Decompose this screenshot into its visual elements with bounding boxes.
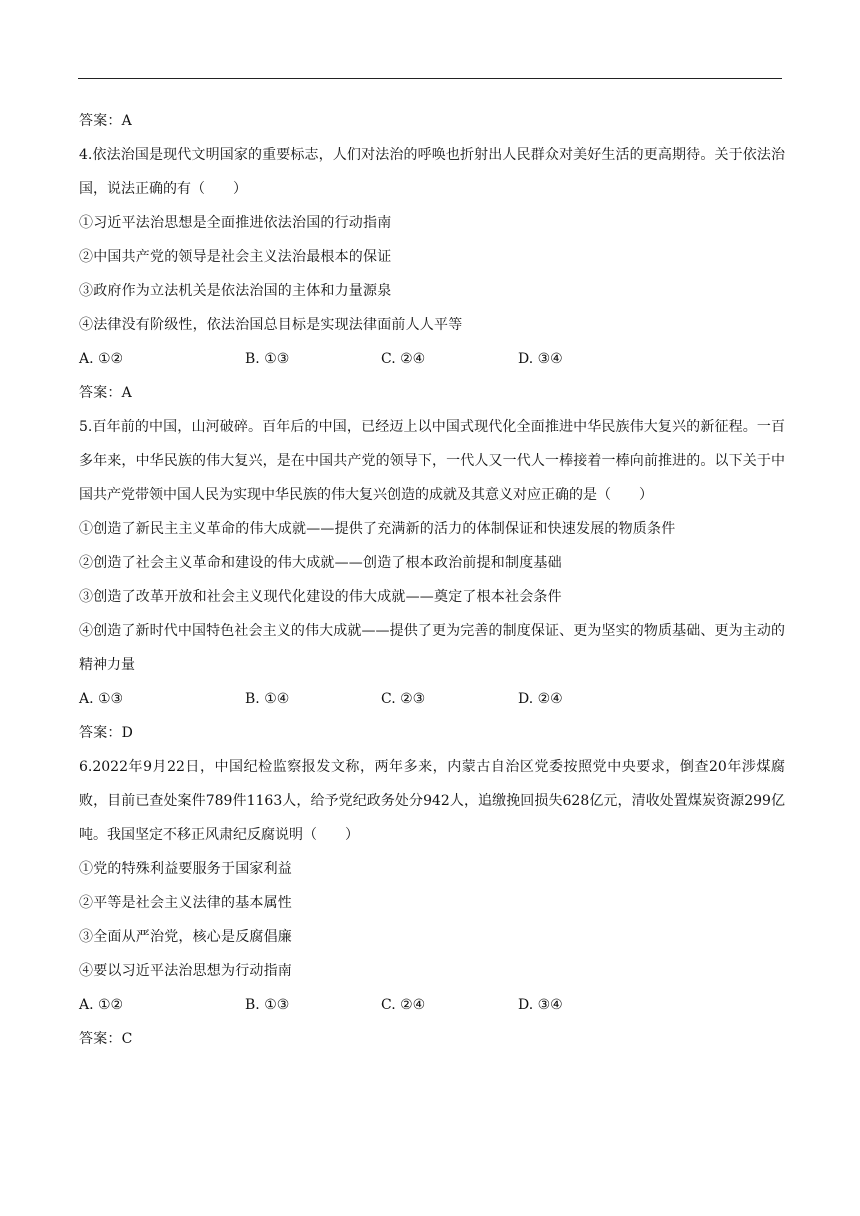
option-d: D. ②④ bbox=[518, 691, 563, 707]
header-rule bbox=[78, 78, 782, 79]
option-d: D. ③④ bbox=[518, 351, 563, 367]
option-b: B. ①③ bbox=[245, 997, 290, 1013]
question-4-item-1: ①习近平法治思想是全面推进依法治国的行动指南 bbox=[79, 215, 392, 231]
option-c: C. ②④ bbox=[381, 351, 426, 367]
option-b: B. ①④ bbox=[245, 691, 290, 707]
question-5-item-2: ②创造了社会主义革命和建设的伟大成就——创造了根本政治前提和制度基础 bbox=[79, 555, 562, 571]
answer-3: 答案：A bbox=[79, 113, 132, 129]
question-4 bbox=[79, 138, 785, 410]
question-6 bbox=[79, 750, 785, 1056]
option-c: C. ②④ bbox=[381, 997, 426, 1013]
question-4-item-4: ④法律没有阶级性，依法治国总目标是实现法律面前人人平等 bbox=[79, 317, 463, 333]
question-5 bbox=[79, 410, 785, 750]
question-5-stem: 5.百年前的中国，山河破碎。百年后的中国，已经迈上以中国式现代化全面推进中华民族伟大复兴的新征程。一百多年来，中华民族的伟大复兴，是在中国共产党的领导下，一代人又一代人一棒接着一棒向前推进的。以下关于中国共产党带领中国人民为实现中华民族的伟大复兴创造的成就及其意义对应正确的是（ ） bbox=[79, 419, 785, 503]
question-4-item-3: ③政府作为立法机关是依法治国的主体和力量源泉 bbox=[79, 283, 392, 299]
question-5-item-4: ④创造了新时代中国特色社会主义的伟大成就——提供了更为完善的制度保证、更为坚实的物质基础、更为主动的精神力量 bbox=[79, 623, 785, 673]
question-6-item-4: ④要以习近平法治思想为行动指南 bbox=[79, 963, 292, 979]
answer-5: 答案：D bbox=[79, 725, 134, 741]
option-a: A. ①③ bbox=[79, 691, 124, 707]
question-4-stem: 4.依法治国是现代文明国家的重要标志，人们对法治的呼唤也折射出人民群众对美好生活的更高期待。关于依法治国，说法正确的有（ ） bbox=[79, 147, 785, 197]
question-6-item-3: ③全面从严治党，核心是反腐倡廉 bbox=[79, 929, 292, 945]
question-4-item-2: ②中国共产党的领导是社会主义法治最根本的保证 bbox=[79, 249, 392, 265]
answer-4: 答案：A bbox=[79, 385, 132, 401]
option-b: B. ①③ bbox=[245, 351, 290, 367]
question-5-item-3: ③创造了改革开放和社会主义现代化建设的伟大成就——奠定了根本社会条件 bbox=[79, 589, 562, 605]
question-6-options bbox=[79, 988, 785, 1022]
option-c: C. ②③ bbox=[381, 691, 426, 707]
document-body bbox=[79, 104, 785, 1056]
question-5-item-1: ①创造了新民主主义革命的伟大成就——提供了充满新的活力的体制保证和快速发展的物质条件 bbox=[79, 521, 676, 537]
question-6-item-2: ②平等是社会主义法律的基本属性 bbox=[79, 895, 292, 911]
option-d: D. ③④ bbox=[518, 997, 563, 1013]
option-a: A. ①② bbox=[79, 351, 124, 367]
question-5-options bbox=[79, 682, 785, 716]
question-6-item-1: ①党的特殊利益要服务于国家利益 bbox=[79, 861, 292, 877]
question-6-stem: 6.2022年9月22日，中国纪检监察报发文称，两年多来，内蒙古自治区党委按照党中央要求，倒查20年涉煤腐败，目前已查处案件789件1163人，给予党纪政务处分942人，追缴挽回损失628亿元，清收处置煤炭资源299亿吨。我国坚定不移正风肃纪反腐说明（ ） bbox=[79, 759, 785, 843]
answer-6: 答案：C bbox=[79, 1031, 133, 1047]
option-a: A. ①② bbox=[79, 997, 124, 1013]
question-4-options bbox=[79, 342, 785, 376]
